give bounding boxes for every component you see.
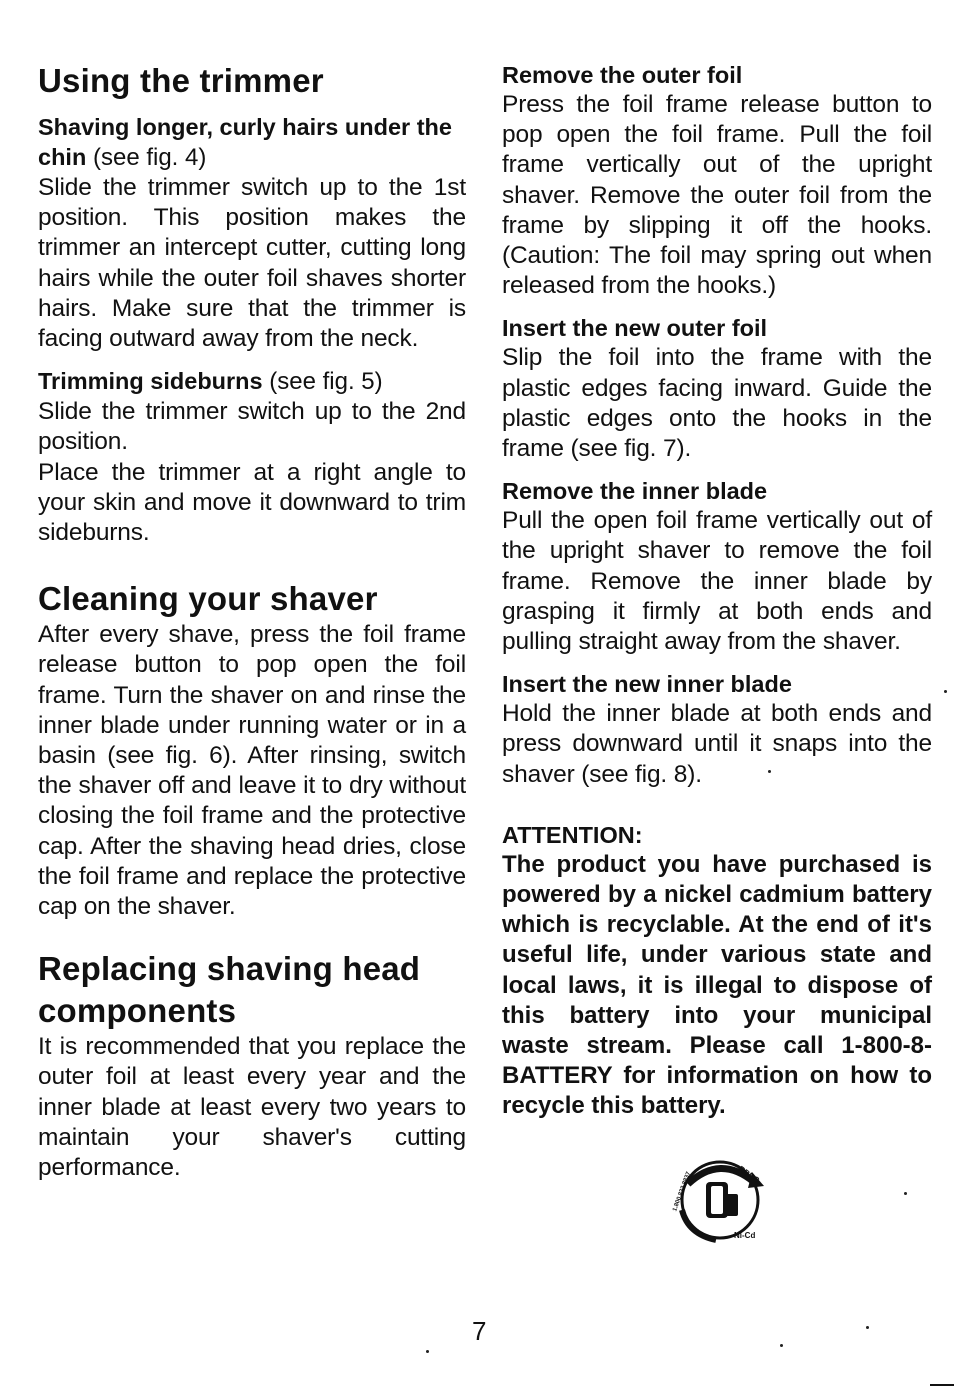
- scan-speck: [866, 1326, 869, 1329]
- logo-left-text: 1.800.822.8837: [672, 1171, 693, 1213]
- insert-foil-heading: Insert the new outer foil: [502, 315, 768, 342]
- sideburns-fig-ref: (see fig. 5): [262, 368, 383, 396]
- attention-heading: ATTENTION:: [502, 821, 643, 848]
- remove-foil-body: Press the foil frame release button to pop open the foil frame. Pull the foil frame vertically out of the upright shaver. Remove the outer foil from the frame by slipping it off the hooks. (Caution: The foil may spring out when released from the hooks.): [502, 91, 932, 300]
- attention-body: The product you have purchased is powered by a nickel cadmium battery which is recyclable. At the end of it's useful life, under various state and local laws, it is illegal to dispose of this battery into your municipal waste stream. Please call 1-800-8-BATTERY for information on how to recycle this battery.: [502, 850, 932, 1120]
- attention-block: [502, 820, 932, 1122]
- shaving-chin-block: [38, 112, 466, 354]
- scan-edge-mark: [930, 1384, 954, 1386]
- scan-speck: [426, 1350, 429, 1353]
- scan-speck: [904, 1192, 907, 1195]
- scan-speck: [780, 1344, 783, 1347]
- remove-blade-heading: Remove the inner blade: [502, 478, 768, 505]
- shaving-chin-heading: [38, 112, 466, 173]
- remove-blade-body: Pull the open foil frame vertically out of the upright shaver to remove the foil frame. Remove the inner blade by grasping it firmly at both ends and pulling straight away from the shaver.: [502, 507, 932, 656]
- replacing-body: It is recommended that you replace the outer foil at least every year and the inner blade at least every two years to maintain your shaver's cutting performance.: [38, 1033, 466, 1182]
- logo-bottom-text: Ni-Cd: [734, 1231, 756, 1240]
- sideburns-heading: [38, 366, 466, 397]
- logo-top-text: RBRC: [736, 1164, 761, 1185]
- insert-foil-block: [502, 313, 932, 464]
- shaving-chin-body: Slide the trimmer switch up to the 1st position. This position makes the trimmer an intercept cutter, cutting long hairs while the outer foil shaves shorter hairs. Make sure that the trimmer is facing outward away from the neck.: [38, 174, 466, 353]
- sideburns-body-1: Slide the trimmer switch up to the 2nd position.: [38, 398, 466, 456]
- sideburns-heading-text: Trimming sideburns: [38, 368, 263, 395]
- sideburns-block: [38, 366, 466, 548]
- trimmer-section-title: Using the trimmer: [38, 62, 324, 99]
- left-column: [38, 60, 466, 1183]
- right-column: [502, 60, 932, 1122]
- remove-blade-block: [502, 476, 932, 657]
- cleaning-body: After every shave, press the foil frame release button to pop open the foil frame. Turn the shaver on and rinse the inner blade under running water or in a basin (see fig. 6). After rinsing, switch the shaver off and leave it to dry without closing the foil frame and the protective cap. After the shaving head dries, close the foil frame and replace the protective cap on the shaver.: [38, 621, 466, 921]
- shaving-chin-heading-text: Shaving longer, curly hairs under the chin: [38, 114, 452, 170]
- insert-blade-heading: Insert the new inner blade: [502, 671, 792, 698]
- insert-blade-body: Hold the inner blade at both ends and press downward until it snaps into the shaver (see fig. 8).: [502, 700, 932, 788]
- replacing-section-title: Replacing shaving head components: [38, 950, 421, 1030]
- cleaning-section-title: Cleaning your shaver: [38, 580, 378, 618]
- scan-speck: [944, 690, 947, 693]
- insert-blade-block: [502, 669, 932, 790]
- remove-foil-block: [502, 60, 932, 301]
- scan-speck: [768, 770, 771, 773]
- shaving-chin-fig-ref: (see fig. 4): [86, 144, 207, 171]
- page-number: 7: [472, 1316, 487, 1346]
- insert-foil-body: Slip the foil into the frame with the plastic edges facing inward. Guide the plastic edges onto the hooks in the frame (see fig. 7).: [502, 344, 932, 463]
- rbrc-recycling-seal-icon: [668, 1150, 772, 1246]
- remove-foil-heading: Remove the outer foil: [502, 62, 743, 88]
- sideburns-body-2: Place the trimmer at a right angle to your skin and move it downward to trim sideburns.: [38, 458, 466, 547]
